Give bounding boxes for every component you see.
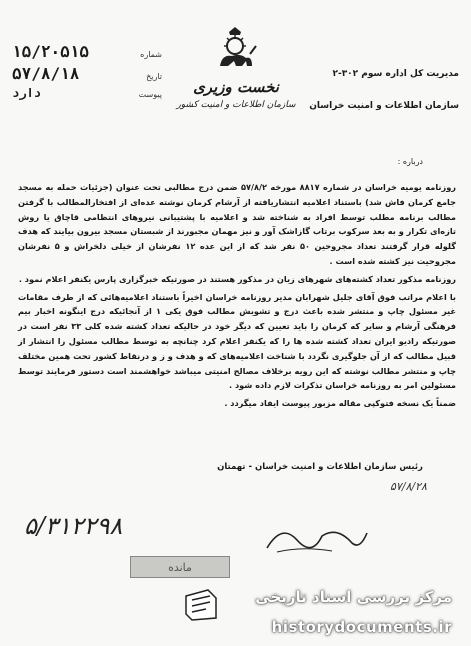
handwritten-date: ۵۷/۸/۲۸ [390, 480, 427, 493]
ministry-title: نخست وزیری [193, 78, 279, 96]
date-row [12, 64, 162, 86]
signature-block: رئیس سازمان اطلاعات و امنیت خراسان - تهمتان [217, 462, 423, 472]
number-row [12, 42, 162, 64]
body-paragraph: روزنامه مذکور تعداد کشته‌های شهرهای زیان در مذکور هستند در صورتیکه خبرگزاری پارس یکنفر اعلام نمود . [18, 273, 456, 284]
watermark [180, 584, 470, 646]
stamp: مانده [130, 556, 230, 578]
header-meta [12, 42, 162, 108]
attachment-row [12, 86, 162, 108]
handwritten-signature [262, 518, 372, 558]
number-value: ۱۵/۲۰۵۱۵ [12, 42, 90, 61]
attachment-label: پیوست [138, 90, 162, 99]
addressee-to: مدیریت کل اداره سوم ۳۰۲-۲ [332, 69, 459, 79]
attachment-value: دارد [12, 86, 41, 100]
subject-line: درباره : [397, 157, 423, 166]
archive-logo-icon [182, 586, 220, 624]
handwritten-file-number: ۵/۳۱۲۲۹۸ [24, 512, 123, 540]
letter-body [18, 180, 456, 414]
ministry-subtitle: سازمان اطلاعات و امنیت کشور [176, 100, 296, 110]
watermark-url: historydocuments.ir [271, 618, 452, 636]
watermark-title: مرکز بررسی اسناد تاریخی [255, 588, 452, 606]
body-paragraph: روزنامه یومیه خراسان در شماره ۸۸۱۷ مورخه ۵۷/۸/۲ ضمن درج مطالبی تحت عنوان (جزئیات حمله به مسجد جامع کرمان فاش شد) باستناد اعلامیه انتشاریافته از آرشام کرمان نوشته عده‌ای از افتخارالمطالب با گرفتن مطالب برنامه مطلب توسط افراد به شناخته شد و اعلامیه با پشتیبانی نیروهای انتظامی قاچاق یا روش تازه‌ای تکرار و به بعد سرکوب برتاب گازاشک آور و نیز مهمان مجبورند از شبستان مسجد بیرون بیایند که هدف گلوله قرار گرفتند تعداد مجروحین ۵۰ نفر شد که از این عده ۱۲ نفرشان از خیلی دلخراش و ۵ نفرشان مجروحیت نیز کشته شده است . [18, 182, 456, 266]
addressee-from: سازمان اطلاعات و امنیت خراسان [309, 101, 459, 111]
body-paragraph: با اعلام مراتب فوق آقای جلیل شهرابان مدیر روزنامه خراسان اخیراً باستناد اعلامیه‌هائی که از طرف مقامات غیر مسئول چاپ و منتشر شده باعث درج و تشویش مطالب فوق یکی ۱ از آنجائیکه درج اینگونه اخبار بیم فرهنگی آرشام و سایر که کرمان را باید تعیین که دیگر خود در حالیکه تعداد کشته شده کلی ۳۳ نفر است در صورتیکه رادیو ایران تعداد کشته شده ها را که یکنفر اعلام کرد چنانچه به توسط مطالب مسئول را انتشار از قبیل مطالب که از آن جلوگیری نگردد با شناخت اعلامیه‌های که و هدف و ز و درنقاط کشور تحت همین مختلف چاپ و منتشر مطالب نوشته که این رویه برخلاف مصالح امنیتی میباشد خواهشمند است دستور فرمایند توسط مسئولین امر به روزنامه خراسان تذکرات لازم داده شود . [18, 291, 457, 391]
number-label: شماره [140, 50, 162, 59]
body-paragraph: ضمناً یک نسخه فتوکپی مقاله مزبور پیوست ایفاد میگردد . [224, 398, 456, 409]
lion-and-sun-emblem-icon [212, 26, 258, 72]
date-value: ۵۷/۸/۱۸ [12, 64, 80, 83]
addressees [309, 58, 459, 122]
date-label: تاریخ [146, 72, 162, 81]
